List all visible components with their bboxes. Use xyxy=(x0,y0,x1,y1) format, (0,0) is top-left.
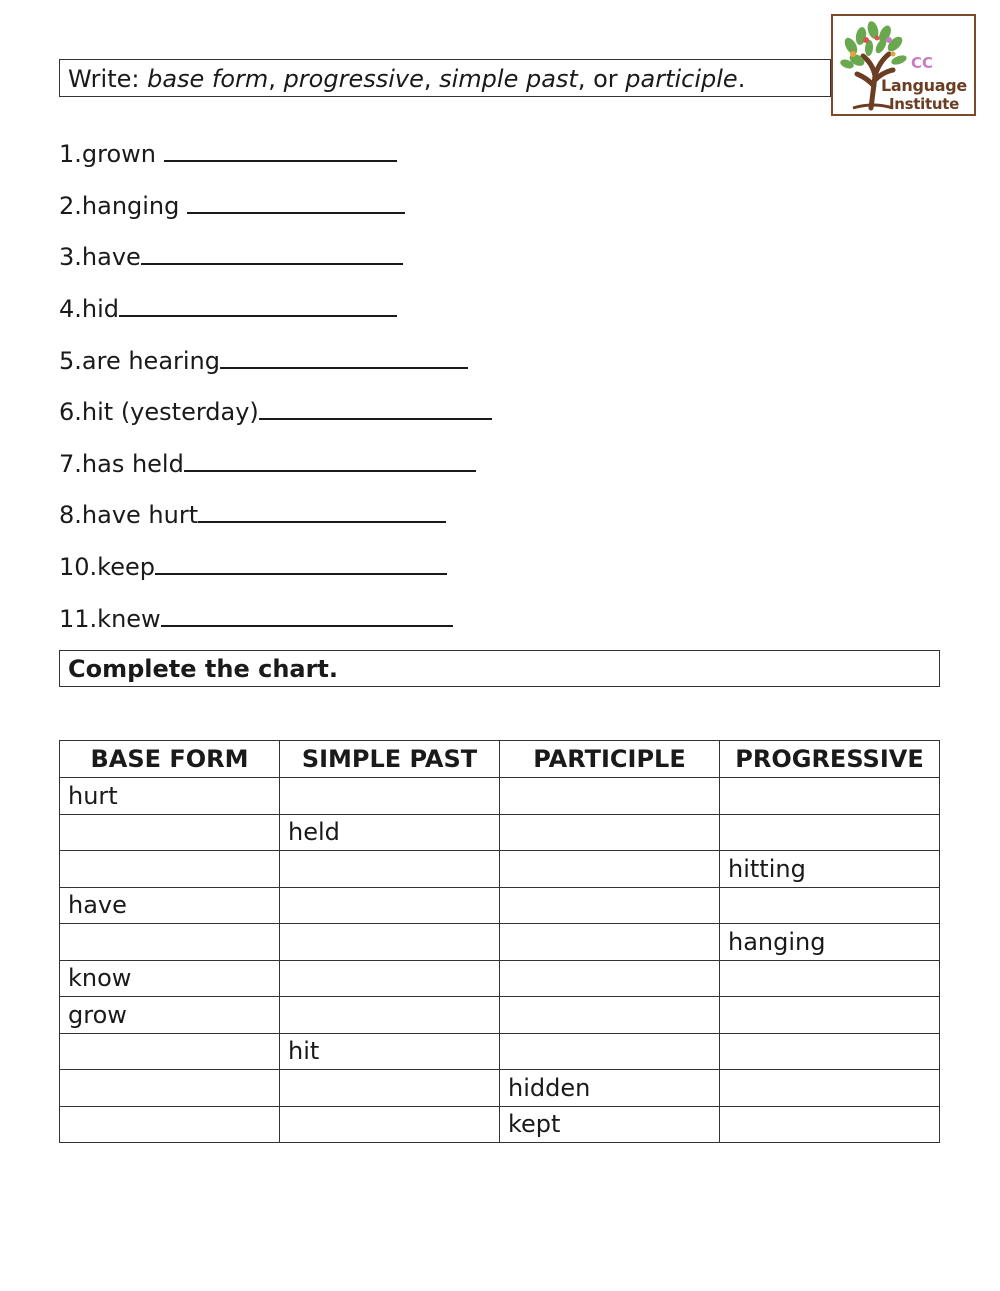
table-cell[interactable] xyxy=(60,814,280,851)
answer-blank[interactable] xyxy=(164,138,397,162)
logo-cc-text: CC xyxy=(911,54,934,72)
table-cell[interactable] xyxy=(720,1070,940,1107)
table-cell[interactable] xyxy=(280,1070,500,1107)
exercise-item xyxy=(59,551,447,579)
exercise-label: 5.are hearing xyxy=(59,347,221,375)
instruction-prefix: Write: xyxy=(68,65,148,93)
table-cell[interactable]: have xyxy=(60,887,280,924)
verb-forms-chart xyxy=(59,740,940,1143)
instruction-form-simple-past: simple past xyxy=(439,65,578,93)
table-row xyxy=(60,814,940,851)
exercise-item xyxy=(59,293,397,321)
exercise-item xyxy=(59,241,403,269)
exercise-label: 11.knew xyxy=(59,605,161,633)
table-cell[interactable] xyxy=(60,851,280,888)
table-cell[interactable]: hanging xyxy=(720,924,940,961)
table-cell[interactable]: hurt xyxy=(60,778,280,815)
table-cell[interactable]: held xyxy=(280,814,500,851)
exercise-item xyxy=(59,448,476,476)
answer-blank[interactable] xyxy=(141,241,403,265)
table-cell[interactable] xyxy=(500,997,720,1034)
answer-blank[interactable] xyxy=(220,345,468,369)
table-cell[interactable]: grow xyxy=(60,997,280,1034)
logo-name-line2: Institute xyxy=(889,95,959,113)
answer-blank[interactable] xyxy=(259,396,492,420)
table-row xyxy=(60,960,940,997)
table-cell[interactable] xyxy=(280,887,500,924)
table-cell[interactable] xyxy=(720,1033,940,1070)
exercise-item xyxy=(59,138,397,166)
exercise-label: 4.hid xyxy=(59,295,120,323)
table-cell[interactable] xyxy=(280,851,500,888)
table-cell[interactable] xyxy=(720,1106,940,1143)
table-cell[interactable] xyxy=(720,960,940,997)
table-row xyxy=(60,851,940,888)
instruction-box xyxy=(59,59,831,97)
logo-name-line1: Language xyxy=(881,76,967,95)
table-cell[interactable] xyxy=(720,997,940,1034)
table-cell[interactable] xyxy=(500,851,720,888)
instruction-sep: , xyxy=(268,65,284,93)
table-cell[interactable] xyxy=(60,1033,280,1070)
table-cell[interactable] xyxy=(280,1106,500,1143)
answer-blank[interactable] xyxy=(155,551,447,575)
answer-blank[interactable] xyxy=(184,448,476,472)
exercise-label: 2.hanging xyxy=(59,192,188,220)
exercise-item xyxy=(59,603,453,631)
instruction-form-progressive: progressive xyxy=(283,65,424,93)
table-row xyxy=(60,1106,940,1143)
table-cell[interactable]: hitting xyxy=(720,851,940,888)
table-cell[interactable]: hidden xyxy=(500,1070,720,1107)
exercise-item xyxy=(59,190,405,218)
table-row xyxy=(60,997,940,1034)
exercise-label: 1.grown xyxy=(59,140,164,168)
table-cell[interactable] xyxy=(280,997,500,1034)
answer-blank[interactable] xyxy=(198,499,446,523)
exercise-label: 7.has held xyxy=(59,450,184,478)
exercise-label: 8.have hurt xyxy=(59,501,199,529)
table-cell[interactable] xyxy=(500,1033,720,1070)
exercise-label: 10.keep xyxy=(59,553,155,581)
table-row xyxy=(60,1033,940,1070)
table-cell[interactable] xyxy=(500,814,720,851)
table-cell[interactable] xyxy=(500,924,720,961)
exercise-label: 6.hit (yesterday) xyxy=(59,398,259,426)
table-cell[interactable] xyxy=(720,887,940,924)
table-cell[interactable] xyxy=(60,924,280,961)
column-header-simple-past: SIMPLE PAST xyxy=(280,741,500,778)
table-cell[interactable] xyxy=(720,778,940,815)
table-cell[interactable]: hit xyxy=(280,1033,500,1070)
table-header-row xyxy=(60,741,940,778)
chart-heading: Complete the chart. xyxy=(59,650,940,687)
table-cell[interactable]: know xyxy=(60,960,280,997)
table-cell[interactable] xyxy=(280,778,500,815)
table-cell[interactable] xyxy=(60,1070,280,1107)
instruction-form-base: base form xyxy=(147,65,269,93)
answer-blank[interactable] xyxy=(161,603,453,627)
table-cell[interactable] xyxy=(500,778,720,815)
column-header-base-form: BASE FORM xyxy=(60,741,280,778)
institute-logo xyxy=(831,14,976,116)
answer-blank[interactable] xyxy=(187,190,405,214)
table-row xyxy=(60,778,940,815)
answer-blank[interactable] xyxy=(119,293,397,317)
exercise-item xyxy=(59,345,468,373)
instruction-sep: , or xyxy=(577,65,626,93)
table-row xyxy=(60,887,940,924)
exercise-item xyxy=(59,499,446,527)
instruction-suffix: . xyxy=(737,65,746,93)
column-header-participle: PARTICIPLE xyxy=(500,741,720,778)
table-cell[interactable] xyxy=(500,887,720,924)
exercise-label: 3.have xyxy=(59,243,141,271)
table-cell[interactable] xyxy=(60,1106,280,1143)
table-cell[interactable] xyxy=(500,960,720,997)
table-cell[interactable]: kept xyxy=(500,1106,720,1143)
instruction-sep: , xyxy=(423,65,440,93)
column-header-progressive: PROGRESSIVE xyxy=(720,741,940,778)
table-row xyxy=(60,1070,940,1107)
instruction-form-participle: participle xyxy=(625,65,738,93)
exercise-item xyxy=(59,396,492,424)
table-cell[interactable] xyxy=(280,960,500,997)
table-cell[interactable] xyxy=(280,924,500,961)
table-row xyxy=(60,924,940,961)
table-cell[interactable] xyxy=(720,814,940,851)
